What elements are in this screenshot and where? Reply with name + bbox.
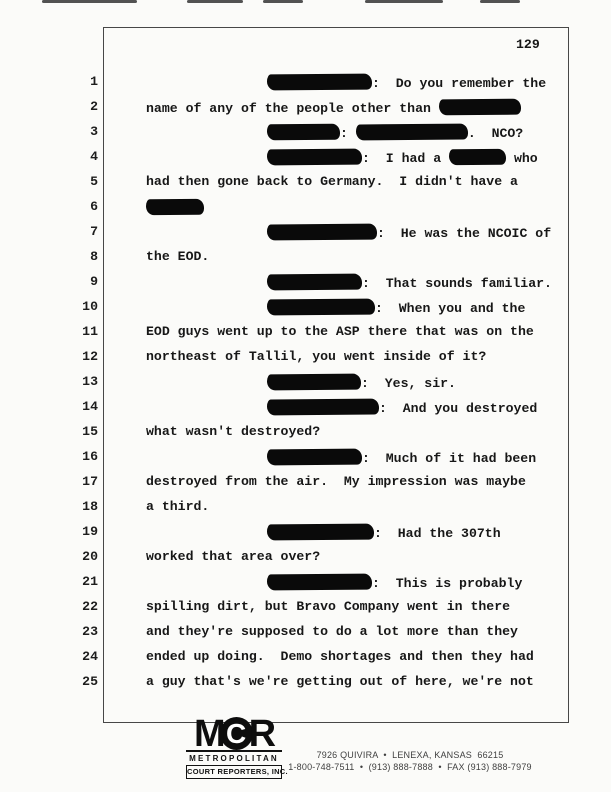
transcript-line (146, 424, 320, 440)
transcript-text: EOD guys went up to the ASP there that was on the (146, 324, 534, 339)
transcript-line (146, 324, 534, 340)
redaction-bar (146, 199, 204, 216)
line-number: 4 (90, 149, 98, 164)
transcript-line (146, 499, 209, 515)
line-number: 14 (82, 399, 98, 414)
transcript-line (146, 674, 534, 690)
transcript-text: : And you destroyed (379, 401, 538, 416)
line-number: 12 (82, 349, 98, 364)
transcript-text: : This is probably (372, 576, 523, 591)
transcript-text: : Had the 307th (374, 526, 501, 541)
line-number: 19 (82, 524, 98, 539)
line-number: 18 (82, 499, 98, 514)
transcript-text: . NCO? (467, 126, 524, 141)
redaction-bar (267, 149, 362, 166)
transcript-text: spilling dirt, but Bravo Company went in there (146, 599, 511, 614)
redaction-bar (449, 149, 506, 165)
transcript-text: : I had a (362, 151, 450, 166)
redaction-bar (267, 524, 374, 541)
transcript-text: : When you and the (375, 301, 526, 316)
transcript-line (267, 224, 551, 242)
scan-artifact (263, 0, 303, 3)
mcr-logo (186, 712, 288, 779)
line-number: 25 (82, 674, 98, 689)
transcript-line (146, 624, 518, 640)
transcript-text: a third. (146, 499, 210, 514)
line-number: 17 (82, 474, 98, 489)
transcript-line (267, 299, 525, 317)
transcript-text: destroyed from the air. My impression was maybe (146, 474, 526, 489)
transcript-line (146, 549, 320, 565)
line-number: 5 (90, 174, 98, 189)
page-number: 129 (516, 37, 540, 52)
redaction-bar (267, 299, 375, 316)
transcript-text: : (340, 126, 356, 141)
logo-letters (186, 712, 282, 755)
line-number: 20 (82, 549, 98, 564)
transcript-line (146, 649, 534, 665)
logo-letter-r: R (248, 712, 275, 755)
line-number: 15 (82, 424, 98, 439)
transcript-text: name of any of the people other than (146, 101, 439, 116)
transcript-line (267, 374, 456, 392)
redaction-bar (439, 99, 521, 116)
line-number: 2 (90, 99, 98, 114)
transcript-text: : That sounds familiar. (362, 276, 552, 291)
transcript-text: : Yes, sir. (361, 376, 456, 391)
transcript-text: : Do you remember the (372, 76, 547, 91)
transcript-text: northeast of Tallil, you went inside of it? (146, 349, 487, 364)
redaction-bar (356, 124, 468, 141)
transcript-line (267, 74, 546, 92)
transcript-text: ended up doing. Demo shortages and then they had (146, 649, 534, 664)
transcript-line (267, 524, 501, 542)
address-line-2: 1-800-748-7511 • (913) 888-7888 • FAX (913) 888-7979 (288, 761, 532, 772)
line-number: 21 (82, 574, 98, 589)
transcript-text: the EOD. (146, 249, 210, 264)
transcript-text: a guy that's we're getting out of here, we're not (146, 674, 534, 689)
transcript-text: : He was the NCOIC of (377, 226, 552, 241)
transcript-line (267, 574, 522, 592)
line-number: 10 (82, 299, 98, 314)
line-number: 8 (90, 249, 98, 264)
transcript-line (267, 399, 537, 417)
transcript-line (267, 449, 536, 467)
line-number: 3 (90, 124, 98, 139)
logo-letter-m: M (193, 712, 224, 755)
redaction-bar (267, 574, 372, 591)
redaction-bar (267, 124, 340, 141)
line-number: 11 (82, 324, 98, 339)
redaction-bar (267, 449, 362, 466)
line-number: 16 (82, 449, 98, 464)
logo-subtitle: METROPOLITAN (186, 750, 282, 763)
transcript-line (267, 124, 523, 142)
redaction-bar (267, 399, 379, 416)
transcript-line (146, 249, 209, 265)
line-number: 7 (90, 224, 98, 239)
transcript-line (146, 99, 521, 117)
scan-artifact (42, 0, 137, 3)
scan-artifact (187, 0, 243, 3)
transcript-line (267, 274, 552, 292)
reporter-address (286, 750, 534, 773)
redaction-bar (267, 274, 362, 291)
scan-artifact (480, 0, 520, 3)
redaction-bar (267, 74, 372, 91)
line-number: 9 (90, 274, 98, 289)
redaction-bar (267, 374, 361, 391)
transcript-text: had then gone back to Germany. I didn't have a (146, 174, 518, 189)
address-line-1: 7926 QUIVIRA • LENEXA, KANSAS 66215 (316, 750, 504, 760)
transcript-line (146, 349, 486, 365)
logo-boxed-label: COURT REPORTERS, INC. (186, 765, 282, 779)
transcript-line (146, 599, 510, 615)
transcript-text: worked that area over? (146, 549, 321, 564)
transcript-line (267, 149, 538, 167)
line-number: 23 (82, 624, 98, 639)
transcript-line (146, 474, 526, 490)
redaction-bar (267, 224, 377, 241)
transcript-line (146, 174, 518, 190)
line-number: 13 (82, 374, 98, 389)
logo-letter-c: C (225, 717, 247, 749)
transcript-line (146, 199, 204, 217)
transcript-text: who (506, 151, 538, 166)
transcript-text: : Much of it had been (362, 451, 537, 466)
line-number: 24 (82, 649, 98, 664)
transcript-text: and they're supposed to do a lot more than they (146, 624, 518, 639)
line-number: 6 (90, 199, 98, 214)
scan-artifact (365, 0, 443, 3)
transcript-text: what wasn't destroyed? (146, 424, 321, 439)
line-number: 1 (90, 74, 98, 89)
line-number: 22 (82, 599, 98, 614)
